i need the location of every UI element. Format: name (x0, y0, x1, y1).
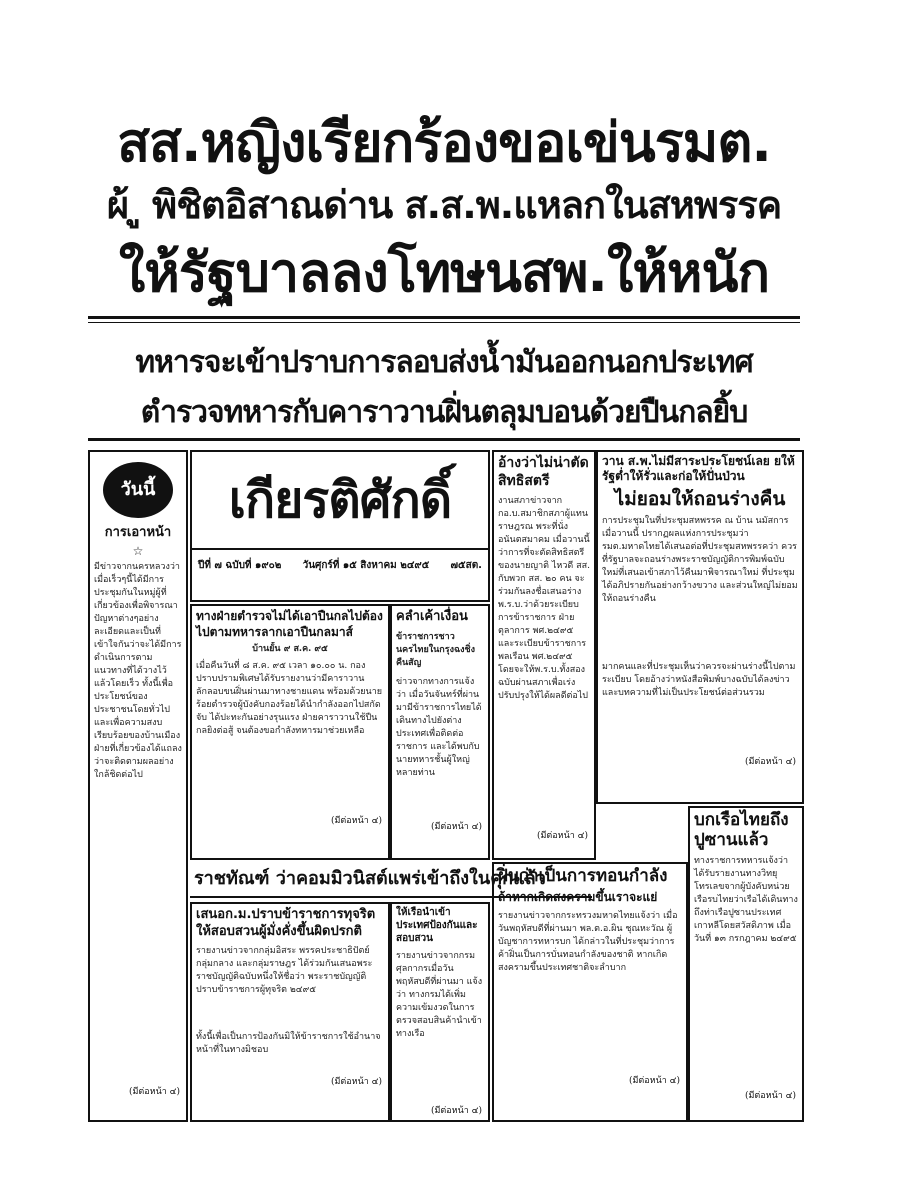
story-women-rights-headline: อ้างว่าไม่น่าตัดสิทธิสตรี (498, 455, 589, 489)
sidebar-column-title: การเอาหน้า (104, 525, 172, 540)
story-ship-imports-headline: ให้เรือนำเข้าประเทศป้องกันและสอบสวน (396, 907, 478, 944)
sidebar-continued: (มีต่อหน้า ๔) (128, 1087, 180, 1097)
sidebar-body: มีข่าวจากนครหลวงว่าเมื่อเร็วๆนี้ได้มีการประชุมกันในหมู่ผู้ที่เกี่ยวข้องเพื่อพิจารณาปัญหาต่างๆอย่างละเอียดและเป็นที่เข้าใจกันว่าจะได้มีการดำเนินการตามแนวทางที่ได้วางไว้แล้วโดยเร็ว ทั้งนี้เพื่อประโยชน์ของประชาชนโดยทั่วไป และเพื่อความสงบเรียบร้อยของบ้านเมือง ฝ่ายที่เกี่ยวข้องได้แถลงว่าจะติดตามผลอย่างใกล้ชิดต่อไป (94, 562, 182, 780)
story-ship-busan (688, 806, 804, 1122)
story-police-body: เมื่อคืนวันที่ ๘ ส.ค. ๙๕ เวลา ๑๐.๐๐ น. กองปราบปรามพิเศษได้รับรายงานว่ามีคาราวานลักลอบขนฝิ่นผ่านมาทางชายแดน พร้อมด้วยนายร้อยตำรวจผู้บังคับกองร้อยได้นำกำลังออกไปสกัดจับ ได้ปะทะกันอย่างรุนแรง ฝ่ายคาราวานใช้ปืนกลยิงต่อสู้ จนต้องขอกำลังทหารมาช่วยเหลือ (196, 661, 383, 736)
story-ship-busan-continued: (มีต่อหน้า ๔) (744, 1091, 796, 1101)
story-women-rights-body: งานสภาข่าวจากกอ.บ.สมาชิกสภาผู้แทนราษฎรณ พระที่นั่งอนันตสมาคม เมื่อวานนี้ว่าการที่จะตัดสิทธิสตรีของนายญาติ ไหวดี สส. กับพวก สส. ๒๐ คน จะร่วมกันลงชื่อเสนอร่าง พ.ร.บ.ว่าด้วยระเบียบการข้าราชการ ฝ่ายตุลาการ พศ.๒๔๙๕ และระเบียบข้าราชการพลเรือน พศ.๒๔๙๕ โดยจะให้พ.ร.บ.ทั้งสองฉบับผ่านสภาเพื่อเร่งปรับปรุงให้ได้ผลดีต่อไป (498, 496, 590, 701)
story-press-bill (596, 450, 804, 804)
masthead-issue: ปีที่ ๗ ฉบับที่ ๑๙๐๒ (198, 560, 282, 571)
story-thai-official-continued: (มีต่อหน้า ๔) (430, 822, 482, 832)
masthead-date: วันศุกร์ที่ ๑๕ สิงหาคม ๒๔๙๕ (302, 560, 430, 571)
story-press-bill-body-2: มากคนและที่ประชุมเห็นว่าควรจะผ่านร่างนี้ไปตามระเบียบ โดยอ้างว่าหนังสือพิมพ์บางฉบับได้ลงข่าวและบทความที่ไม่เป็นประโยชน์ต่อส่วนรวม (602, 662, 796, 698)
story-ship-imports (390, 902, 490, 1122)
story-press-bill-body: การประชุมในที่ประชุมสหพรรค ณ บ้าน นมัสการเมื่อวานนี้ ปรากฏผลแห่งการประชุมว่า รมต.มหาดไทยได้เสนอต่อที่ประชุมสหพรรคว่า ควรที่รัฐบาลจะถอนร่างพระราชบัญญัติการพิมพ์ฉบับใหม่ที่เสนอเข้าสภาไว้คืนมาพิจารณาใหม่ ที่ประชุมได้อภิปรายกันอย่างกว้างขวาง และส่วนใหญ่ไม่ยอมให้ถอนร่างคืน (602, 516, 798, 604)
story-ship-busan-headline: บกเรือไทยถึงปูซานแล้ว (694, 810, 789, 850)
story-police-dateline: บ้านยั้น ๙ ส.ค. ๙๕ (252, 644, 328, 654)
star-icon: ☆ (132, 544, 144, 558)
headline-2: ผ้ ู พิชิตอิสาณด่าน ส.ส.พ.แหลกในสหพรรค (106, 183, 782, 227)
story-opium-weakness-body: รายงานข่าวจากกระทรวงมหาดไทยแจ้งว่า เมื่อวันพฤหัสบดีที่ผ่านมา พล.ต.อ.ผิน ชุณหะวัณ ผู้บัญชาการทหารบก ได้กล่าวในที่ประชุมว่าการค้าฝิ่นเป็นการบั่นทอนกำลังของชาติ หากเกิดสงครามขึ้นประเทศชาติจะลำบาก (498, 911, 678, 973)
story-corruption-bill-body: รายงานข่าวจากกลุ่มอิสระ พรรคประชาธิปัตย์ กลุ่มกลาง และกลุ่มราษฎร ได้ร่วมกันเสนอพระราชบัญญัติฉบับหนึ่งให้ชื่อว่า พระราชบัญญัติปราบข้าราชการผู้ทุจริต ๒๔๙๕ (196, 946, 373, 995)
story-women-rights (492, 450, 596, 860)
story-opium-weakness (492, 862, 688, 1122)
banner-corrections-headline: ราชทัณฑ์ ว่าคอมมิวนิสต์แพร่เข้าถึงในคุกแล้ว (194, 868, 546, 889)
story-thai-official-body: ข่าวจากทางการแจ้งว่า เมื่อวันจันทร์ที่ผ่านมามีข้าราชการไทยได้เดินทางไปยังต่างประเทศเพื่อติดต่อราชการ และได้พบกับนายทหารชั้นผู้ใหญ่หลายท่าน (396, 677, 482, 778)
story-ship-busan-body: ทางราชการทหารแจ้งว่า ได้รับรายงานทางวิทยุโทรเลขจากผู้บังคับหน่วยเรือรบไทยว่าเรือได้เดินทางถึงท่าเรือปูซานประเทศเกาหลีโดยสวัสดิภาพ เมื่อวันที่ ๑๓ กรกฎาคม ๒๔๙๕ (694, 856, 798, 944)
masthead-price: ๗๕สต. (450, 560, 482, 571)
story-thai-official-subhead: ข้าราชการชาวนครไทยในกรุงฉงชิ่งคืนสัญ (396, 632, 475, 668)
sidebar-logo: วันนี้ (103, 462, 173, 518)
story-corruption-bill-headline: เสนอก.ม.ปราบข้าราชการทุจริตให้สอบสวนผู้มั่งคั่งขึ้นผิดปรกติ (196, 907, 376, 939)
headline-1: สส.หญิงเรียกร้องขอเข่นรมต. (117, 111, 771, 174)
story-thai-official (390, 604, 490, 860)
sidebar-column (88, 450, 188, 1122)
story-police (190, 604, 390, 860)
headline-rule-thin (88, 322, 800, 323)
headline-rule (88, 316, 800, 319)
headline-4: ทหารจะเข้าปราบการลอบส่งน้ำมันออกนอกประเทศ (135, 345, 753, 380)
story-press-bill-continued: (มีต่อหน้า ๔) (744, 757, 796, 767)
story-opium-weakness-continued: (มีต่อหน้า ๔) (628, 1076, 680, 1086)
masthead-meta (192, 548, 488, 581)
masthead-box (190, 450, 490, 602)
masthead-title: เกียรติศักดิ์ (228, 470, 452, 529)
section-rule (88, 438, 800, 441)
story-press-bill-headline: ไม่ยอมให้ถอนร่างคืน (614, 488, 786, 510)
story-ship-imports-body: รายงานข่าวจากกรมศุลกากรเมื่อวันพฤหัสบดีที่ผ่านมา แจ้งว่า ทางกรมได้เพิ่มความเข้มงวดในการตรวจสอบสินค้านำเข้าทางเรือ (396, 951, 483, 1039)
story-police-continued: (มีต่อหน้า ๔) (330, 816, 382, 826)
headline-3: ให้รัฐบาลลงโทษนสพ.ให้หนัก (118, 241, 770, 304)
story-corruption-bill-continued: (มีต่อหน้า ๔) (330, 1077, 382, 1087)
story-corruption-bill (190, 902, 390, 1122)
story-police-headline: ทางฝ่ายตำรวจไม่ได้เอาปืนกลไปต้องไปตามทหารลากเอาปืนกลมาส์ (196, 609, 383, 639)
story-opium-weakness-subhead: ถ้าหากเกิดสงครามขึ้นเราจะแย่ (498, 890, 658, 904)
story-opium-weakness-headline: ฝิ่นว่าเป็นการทอนกำลัง (498, 866, 668, 886)
story-ship-imports-continued: (มีต่อหน้า ๔) (430, 1106, 482, 1116)
story-thai-official-headline: คลำเค้าเงื่อน (396, 609, 468, 624)
headline-5: ตำรวจทหารกับคาราวานฝิ่นตลุมบอนด้วยปืนกลยิ้บ (140, 395, 748, 430)
story-corruption-bill-body-2: ทั้งนี้เพื่อเป็นการป้องกันมิให้ข้าราชการใช้อำนาจหน้าที่ในทางมิชอบ (196, 1032, 381, 1055)
story-press-bill-subhead: วาน ส.พ.ไม่มีสาระประโยชน์เลย ยให้รัฐต่ำให้รั่วและก่อให้ปั่นป่วน (602, 454, 795, 483)
newspaper-front-page (88, 70, 800, 1122)
story-women-rights-continued: (มีต่อหน้า ๔) (536, 831, 588, 841)
